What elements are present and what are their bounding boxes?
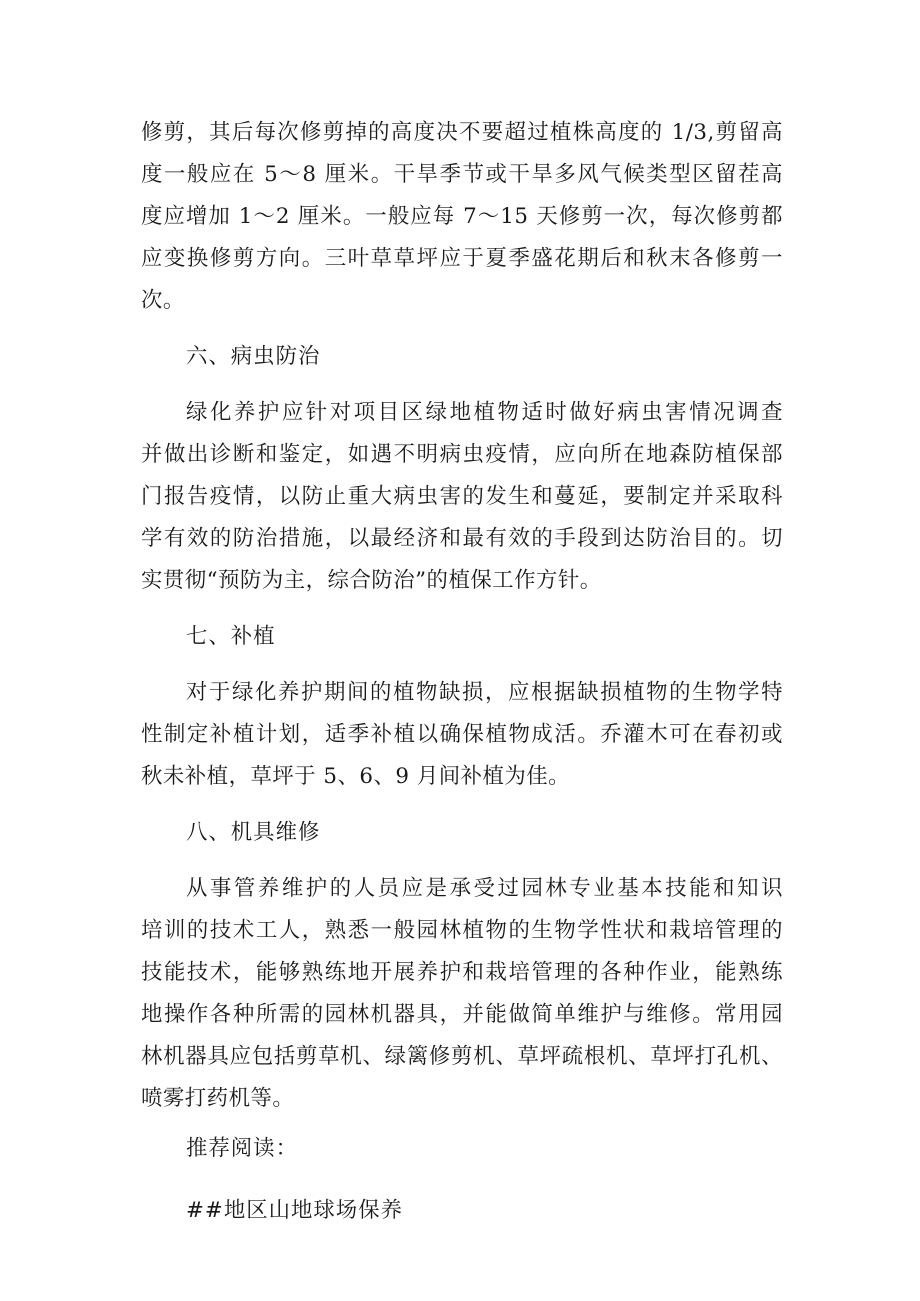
text-line: 度应增加 1～2 厘米。一般应每 7～15 天修剪一次，每次修剪都 xyxy=(141,204,783,229)
text-line: 实贯彻“预防为主，综合防治”的植保工作方针。 xyxy=(141,568,602,593)
section-heading-replanting: 七、补植 xyxy=(186,624,276,649)
paragraph-tool-maintenance xyxy=(141,868,783,1120)
text-line: 修剪，其后每次修剪掉的高度决不要超过植株高度的 1/3,剪留高 xyxy=(141,120,783,145)
recommended-reading-label: 推荐阅读： xyxy=(186,1136,298,1161)
text-line: 喷雾打药机等。 xyxy=(141,1086,295,1111)
text-line: 林机器具应包括剪草机、绿篱修剪机、草坪疏根机、草坪打孔机、 xyxy=(141,1044,783,1069)
text-line: 秋未补植，草坪于 5、6、9 月间补植为佳。 xyxy=(141,764,571,789)
document-body xyxy=(141,112,783,1232)
text-line: 技能技术，能够熟练地开展养护和栽培管理的各种作业，能熟练 xyxy=(141,960,783,985)
text-line: 培训的技术工人，熟悉一般园林植物的生物学性状和栽培管理的 xyxy=(141,918,783,943)
text-line: 度一般应在 5～8 厘米。干旱季节或干旱多风气候类型区留茬高 xyxy=(141,162,783,187)
text-line: 门报告疫情，以防止重大病虫害的发生和蔓延，要制定并采取科 xyxy=(141,484,783,509)
text-line: 并做出诊断和鉴定，如遇不明病虫疫情，应向所在地森防植保部 xyxy=(141,442,783,467)
text-line: 次。 xyxy=(141,288,185,313)
text-line: 地操作各种所需的园林机器具，并能做简单维护与维修。常用园 xyxy=(141,1002,783,1027)
recommended-reading-link[interactable]: ##地区山地球场保养 xyxy=(186,1198,403,1223)
text-line: 绿化养护应针对项目区绿地植物适时做好病虫害情况调查 xyxy=(186,400,783,425)
text-line: 性制定补植计划，适季补植以确保植物成活。乔灌木可在春初或 xyxy=(141,722,783,747)
text-line: 学有效的防治措施，以最经济和最有效的手段到达防治目的。切 xyxy=(141,526,783,551)
paragraph-mowing xyxy=(141,112,783,322)
section-heading-tool-maintenance: 八、机具维修 xyxy=(186,820,321,845)
section-heading-pest-control: 六、病虫防治 xyxy=(186,344,321,369)
text-line: 从事管养维护的人员应是承受过园林专业基本技能和知识 xyxy=(186,876,783,901)
text-line: 应变换修剪方向。三叶草草坪应于夏季盛花期后和秋末各修剪一 xyxy=(141,246,783,271)
paragraph-replanting xyxy=(141,672,783,798)
paragraph-pest-control xyxy=(141,392,783,602)
text-line: 对于绿化养护期间的植物缺损，应根据缺损植物的生物学特 xyxy=(186,680,783,705)
